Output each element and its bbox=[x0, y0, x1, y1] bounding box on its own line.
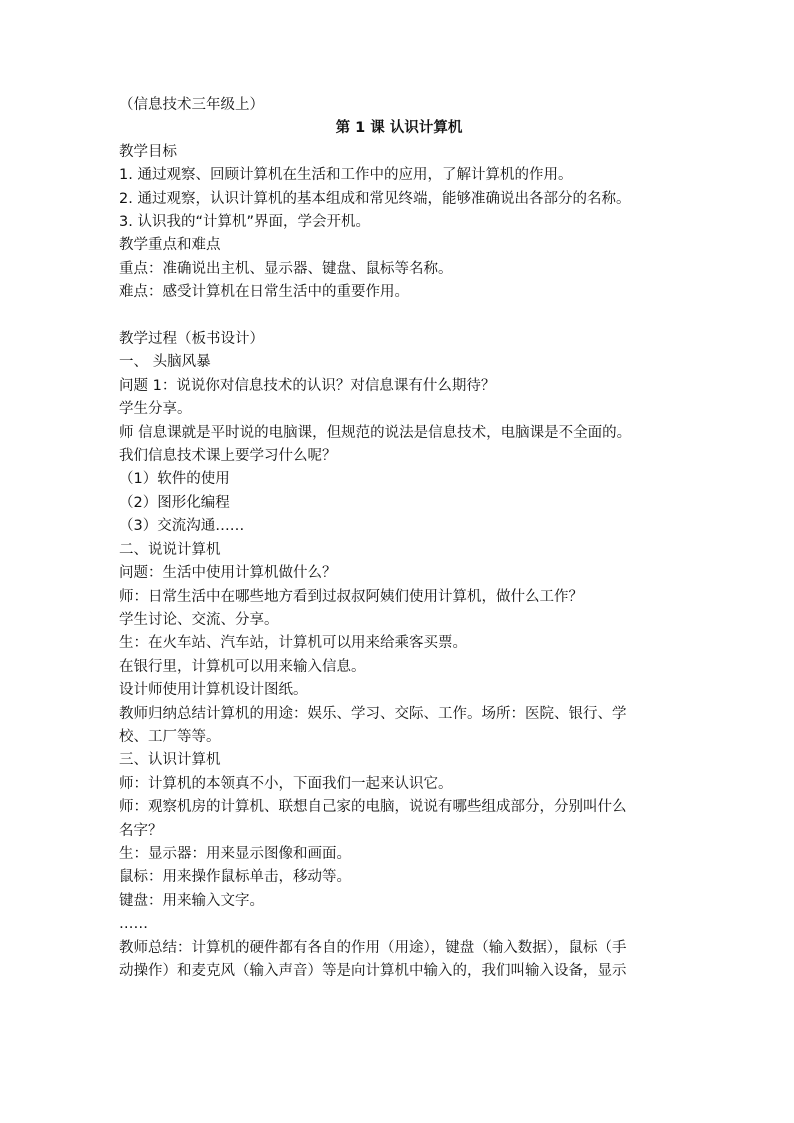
key-point: 重点：准确说出主机、显示器、键盘、鼠标等名称。 bbox=[119, 260, 453, 277]
paragraph-line: 生：显示器：用来显示图像和画面。 bbox=[119, 845, 351, 862]
subsection-heading: 二、说说计算机 bbox=[119, 541, 221, 558]
difficult-point: 难点：感受计算机在日常生活中的重要作用。 bbox=[119, 284, 409, 301]
list-item: （3）交流沟通…… bbox=[119, 518, 245, 535]
paragraph-line: 师 信息课就是平时说的电脑课，但规范的说法是信息技术，电脑课是不全面的。 bbox=[119, 424, 632, 441]
paragraph-line: 师：计算机的本领真不小，下面我们一起来认识它。 bbox=[119, 775, 453, 792]
paragraph-line: 名字？ bbox=[119, 822, 163, 839]
paragraph-line: 键盘：用来输入文字。 bbox=[119, 892, 264, 909]
paragraph-line: 我们信息技术课上要学习什么呢？ bbox=[119, 448, 337, 465]
paragraph-line: 动操作）和麦克风（输入声音）等是向计算机中输入的，我们叫输入设备，显示 bbox=[119, 963, 627, 980]
objective-item: 2. 通过观察，认识计算机的基本组成和常见终端，能够准确说出各部分的名称。 bbox=[119, 190, 631, 207]
paragraph-line: 在银行里，计算机可以用来输入信息。 bbox=[119, 658, 366, 675]
blank-line bbox=[119, 305, 679, 328]
section-heading: 教学重点和难点 bbox=[119, 237, 221, 254]
paragraph-line: 生：在火车站、汽车站，计算机可以用来给乘客买票。 bbox=[119, 635, 467, 652]
subsection-heading: 一、 头脑风暴 bbox=[119, 354, 211, 371]
paragraph-line: 设计师使用计算机设计图纸。 bbox=[119, 682, 308, 699]
objective-item: 3. 认识我的“计算机”界面，学会开机。 bbox=[119, 214, 370, 231]
paragraph-line: 校、工厂等等。 bbox=[119, 728, 221, 745]
paragraph-line: 师：日常生活中在哪些地方看到过叔叔阿姨们使用计算机，做什么工作？ bbox=[119, 588, 583, 605]
objective-item: 1. 通过观察、回顾计算机在生活和工作中的应用，了解计算机的作用。 bbox=[119, 167, 573, 184]
paragraph-line: 学生分享。 bbox=[119, 401, 192, 418]
list-item: （2）图形化编程 bbox=[119, 494, 230, 511]
paragraph-line: 师：观察机房的计算机、联想自己家的电脑，说说有哪些组成部分，分别叫什么 bbox=[119, 799, 627, 816]
course-header: （信息技术三年级上） bbox=[119, 97, 264, 113]
paragraph-line: 学生讨论、交流、分享。 bbox=[119, 611, 279, 628]
paragraph-line: 问题 1：说说你对信息技术的认识？对信息课有什么期待？ bbox=[119, 377, 496, 394]
section-heading: 教学过程（板书设计） bbox=[119, 331, 264, 348]
section-heading: 教学目标 bbox=[119, 143, 177, 160]
paragraph-line: 问题：生活中使用计算机做什么？ bbox=[119, 565, 337, 582]
subsection-heading: 三、认识计算机 bbox=[119, 752, 221, 769]
paragraph-line: 教师总结：计算机的硬件都有各自的作用（用途），键盘（输入数据），鼠标（手 bbox=[119, 939, 627, 956]
document-body bbox=[119, 94, 679, 983]
list-item: （1）软件的使用 bbox=[119, 471, 230, 488]
paragraph-line: 教师归纳总结计算机的用途：娱乐、学习、交际、工作。场所：医院、银行、学 bbox=[119, 705, 627, 722]
paragraph-line: 鼠标：用来操作鼠标单击，移动等。 bbox=[119, 869, 351, 886]
lesson-title: 第 1 课 认识计算机 bbox=[335, 120, 463, 137]
ellipsis-line: …… bbox=[119, 916, 148, 933]
